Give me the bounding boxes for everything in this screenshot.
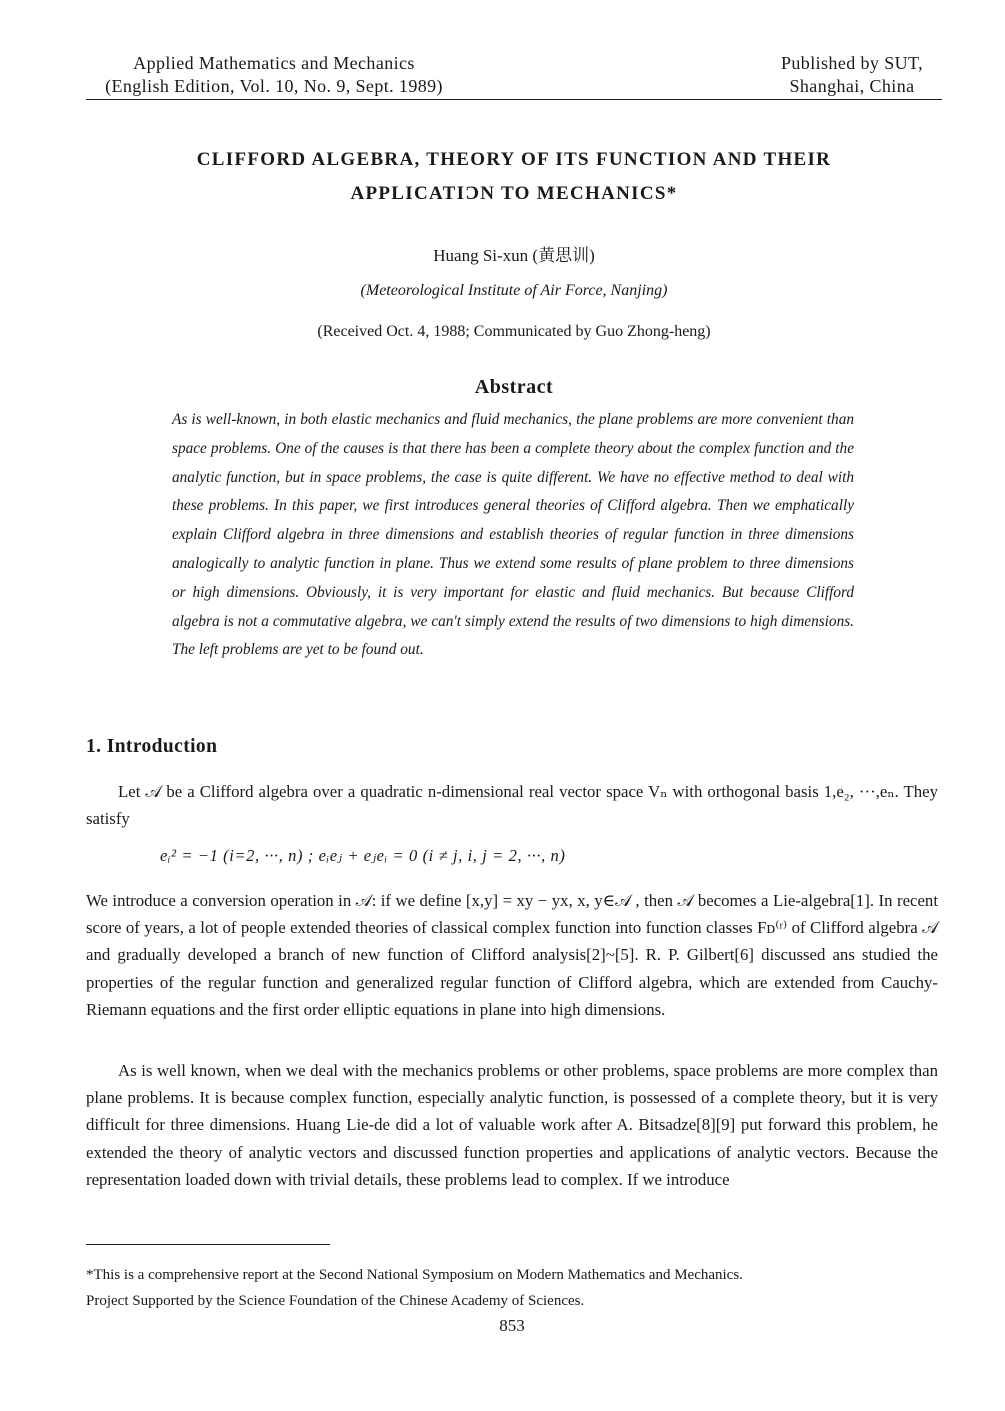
section-heading-introduction: 1. Introduction (86, 736, 218, 757)
publisher-location: Shanghai, China (789, 76, 915, 96)
footnote-rule (86, 1244, 330, 1245)
journal-issue: (English Edition, Vol. 10, No. 9, Sept. 1989) (105, 76, 443, 96)
page-number: 853 (499, 1316, 525, 1335)
author-name: Huang Si-xun (黄思训) (433, 246, 595, 265)
journal-name: Applied Mathematics and Mechanics (133, 53, 415, 73)
abstract-heading: Abstract (474, 376, 554, 398)
intro-paragraph-1: Let 𝒜 be a Clifford algebra over a quadratic n-dimensional real vector space Vₙ with orthogonal basis 1,e₂, ···,eₙ. They satisfy (86, 782, 938, 829)
paper-title-line1: CLIFFORD ALGEBRA, THEORY OF ITS FUNCTION AND THEIR (196, 149, 832, 170)
publisher-header (752, 52, 952, 98)
received-date: (Received Oct. 4, 1988; Communicated by Guo Zhong-heng) (317, 323, 711, 340)
equation-clifford-relations: eᵢ² = −1 (i=2, ···, n) ; eᵢeⱼ + eⱼeᵢ = 0 (i ≠ j, i, j = 2, ···, n) (160, 846, 566, 865)
footnote-line-1: *This is a comprehensive report at the Second National Symposium on Modern Mathematics and Mechanics. (86, 1267, 743, 1283)
paper-title-line2: APPLICATIƆN TO MECHANICS* (350, 183, 678, 204)
publisher-name: Published by SUT, (781, 53, 923, 73)
intro-paragraph-3: As is well known, when we deal with the mechanics problems or other problems, space problems are more complex than plane problems. It is because complex function, especially analytic function, is possessed of a complete theory, but it is very difficult for three dimensions. Huang Lie-de did a lot of valuable work after A. Bitsadze[8][9] put forward this problem, he extended the theory of analytic vectors and discussed function properties and applications of analytic vectors. Because the representation loaded down with trivial details, these problems lead to complex. If we introduce (86, 1061, 938, 1189)
footnote-line-2: Project Supported by the Science Foundation of the Chinese Academy of Sciences. (86, 1293, 585, 1309)
footnote (86, 1262, 952, 1314)
abstract-text: As is well-known, in both elastic mechanics and fluid mechanics, the plane problems are more convenient than space problems. One of the causes is that there has been a complete theory about the complex function and the analytic function, but in space problems, the case is quite different. We have no effective method to deal with these problems. In this paper, we first introduces general theories of Clifford algebra. Then we emphatically explain Clifford algebra in three dimensions and establish theories of regular function in three dimensions analogically to analytic function in plane. Thus we extend some results of plane problem to three dimensions or high dimensions. Obviously, it is very important for elastic and fluid mechanics. But because Clifford algebra is not a commutative algebra, we can't simply extend the results of two dimensions to high dimensions. The left problems are yet to be found out. (172, 411, 854, 659)
journal-header (88, 52, 460, 98)
header-rule (86, 99, 942, 100)
author-affiliation: (Meteorological Institute of Air Force, Nanjing) (360, 282, 668, 299)
intro-paragraph-2: We introduce a conversion operation in 𝒜: if we define [x,y] = xy − yx, x, y∈𝒜 , then 𝒜 becomes a Lie-algebra[1]. In recent score of years, a lot of people extended theories of classical complex function into function classes Fᴅ⁽ʳ⁾ of Clifford algebra 𝒜 and gradually developed a branch of new function of Clifford analysis[2]~[5]. R. P. Gilbert[6] discussed ans studied the properties of the regular function and generalized regular function of Clifford algebra, which are extended from Cauchy-Riemann equations and the first order elliptic equations in plane into high dimensions. (86, 891, 938, 1019)
